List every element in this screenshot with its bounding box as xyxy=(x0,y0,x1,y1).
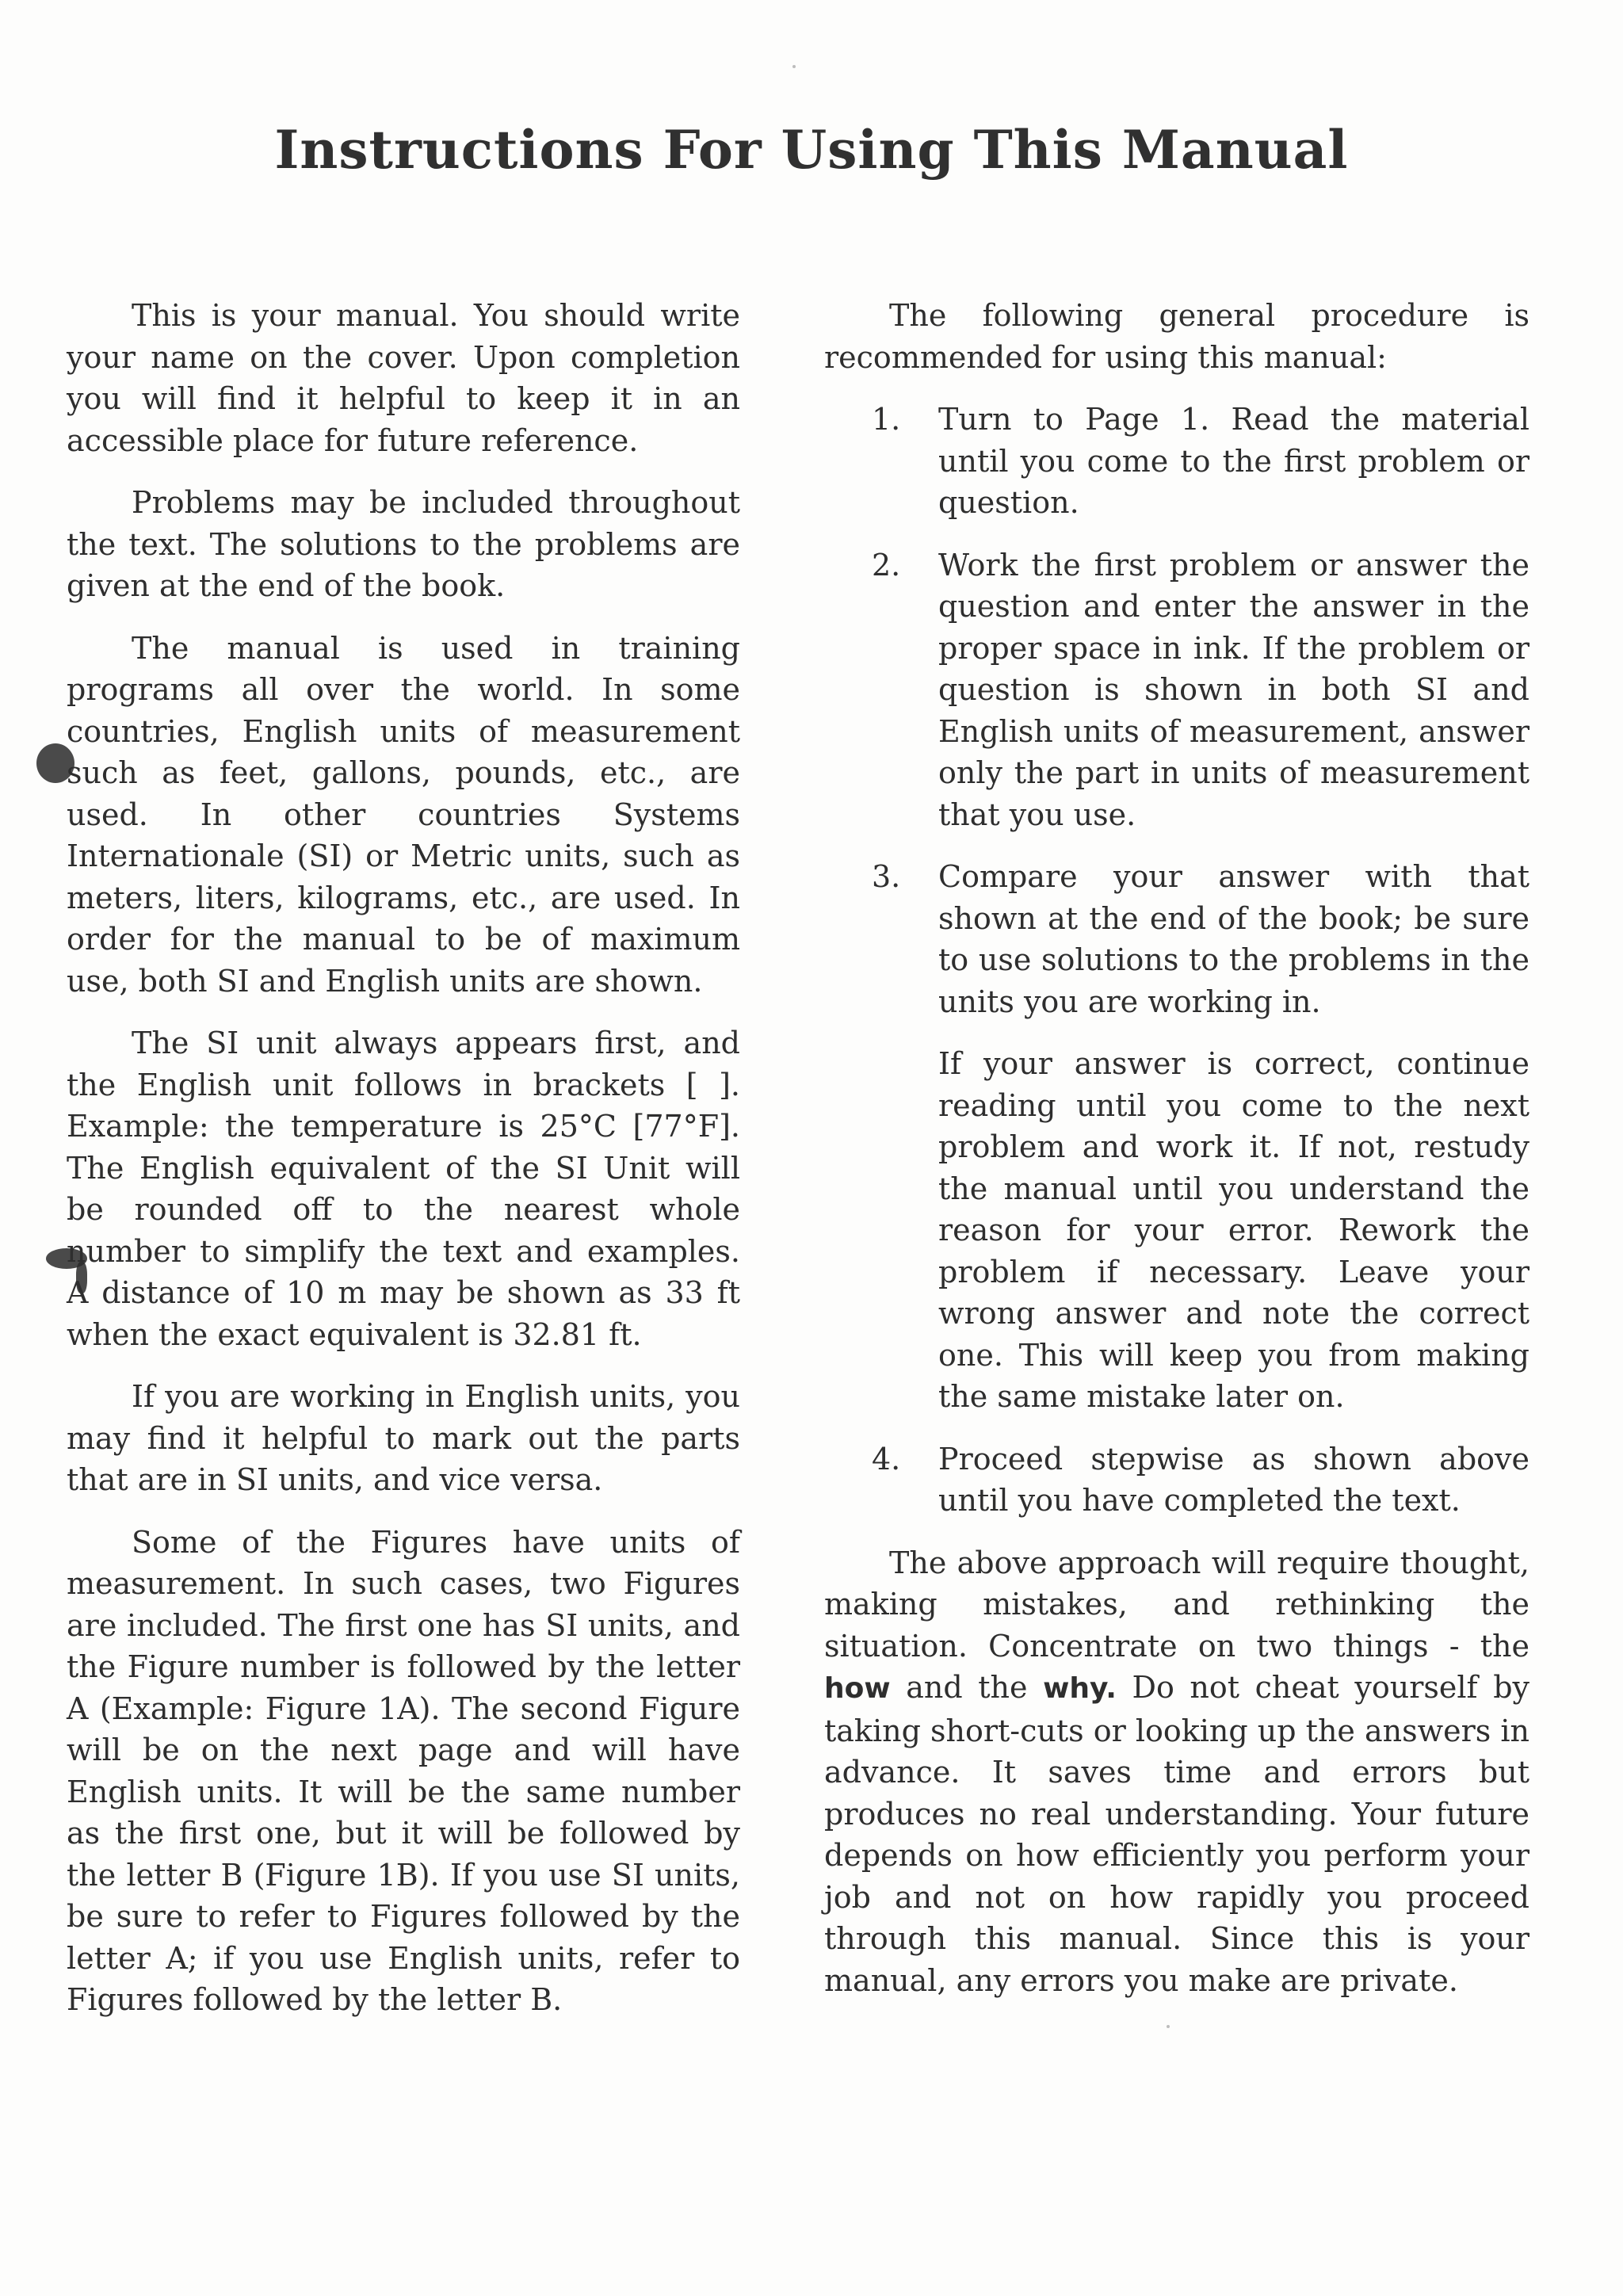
left-column xyxy=(67,295,740,2042)
paragraph: The manual is used in training programs all over the world. In some countries, English units of measurement such as feet, gallons, pounds, etc., are used. In other countries Systems Internationale (SI) or Metric units, such as meters, liters, kilograms, etc., are used. In order for the manual to be of maximum use, both SI and English units are shown. xyxy=(67,630,740,999)
paragraph: Some of the Figures have units of measurement. In such cases, two Figures are included. The first one has SI units, and the Figure number is followed by the letter A (Example: Figure 1A). The second Figure will be on the next page and will have English units. It will be the same number as the first one, but it will be followed by the letter B (Figure 1B). If you use SI units, be sure to refer to Figures followed by the letter A; if you use English units, refer to Figures followed by the letter B. xyxy=(67,1524,740,2017)
list-item xyxy=(824,544,1529,836)
list-text: Proceed stepwise as shown above until you have completed the text. xyxy=(938,1441,1529,1518)
paragraph: Problems may be included throughout the text. The solutions to the problems are given at the end of the book. xyxy=(67,485,740,603)
closing-text-before: The above approach will require thought, making mistakes, and rethinking the situation. Concentrate on two things - the xyxy=(824,1545,1529,1664)
list-number: 1. xyxy=(872,402,901,437)
right-column xyxy=(824,295,1529,2022)
list-body xyxy=(938,856,1529,1418)
list-subparagraph: If your answer is correct, continue reading until you come to the next problem and work it. If not, restudy the manual until you understand the reason for your error. Rework the problem if necessary. Leave your wrong answer and note the correct one. This will keep you from making the same mistake later on. xyxy=(938,1046,1529,1414)
closing-text-and: and the xyxy=(906,1670,1028,1705)
paragraph: This is your manual. You should write your name on the cover. Upon completion you will find it helpful to keep it in an accessible place for future reference. xyxy=(67,298,740,458)
scan-speck xyxy=(1167,2025,1170,2028)
list-item xyxy=(824,856,1529,1418)
scan-speck xyxy=(792,65,796,68)
list-text: Compare your answer with that shown at the end of the book; be sure to use solutions to the problems in the units you are working in. xyxy=(938,859,1529,1019)
paragraph: The SI unit always appears first, and the English unit follows in brackets [ ]. Example: the temperature is 25°C [77°F]. The English equivalent of the SI Unit will be rounded off to the nearest whole number to simplify the text and examples. A distance of 10 m may be shown as 33 ft when the exact equivalent is 32.81 ft. xyxy=(67,1026,740,1352)
paragraph: If you are working in English units, you may find it helpful to mark out the parts that are in SI units, and vice versa. xyxy=(67,1379,740,1497)
emphasis-how: how xyxy=(824,1672,891,1705)
list-number: 2. xyxy=(872,547,901,583)
closing-paragraph xyxy=(824,1542,1529,2002)
page-title: Instructions For Using This Manual xyxy=(274,119,1349,181)
closing-text-after: Do not cheat yourself by taking short-cuts or looking up the answers in advance. It saves time and errors but produces no real understanding. Your future depends on how efficiently you perform your job and not on how rapidly you proceed through this manual. Since this is your manual, any errors you make are private. xyxy=(824,1670,1530,1998)
procedure-intro: The following general procedure is recommended for using this manual: xyxy=(824,298,1529,375)
list-number: 3. xyxy=(872,859,901,894)
list-text: Work the first problem or answer the question and enter the answer in the proper space in ink. If the problem or question is shown in both SI and English units of measurement, answer only the part in units of measurement that you use. xyxy=(938,547,1529,832)
list-item xyxy=(824,1438,1529,1522)
emphasis-why: why. xyxy=(1043,1672,1117,1705)
list-number: 4. xyxy=(872,1441,901,1477)
list-text: Turn to Page 1. Read the material until you come to the first problem or question. xyxy=(938,402,1529,520)
procedure-list xyxy=(824,399,1529,1522)
list-item xyxy=(824,399,1529,524)
